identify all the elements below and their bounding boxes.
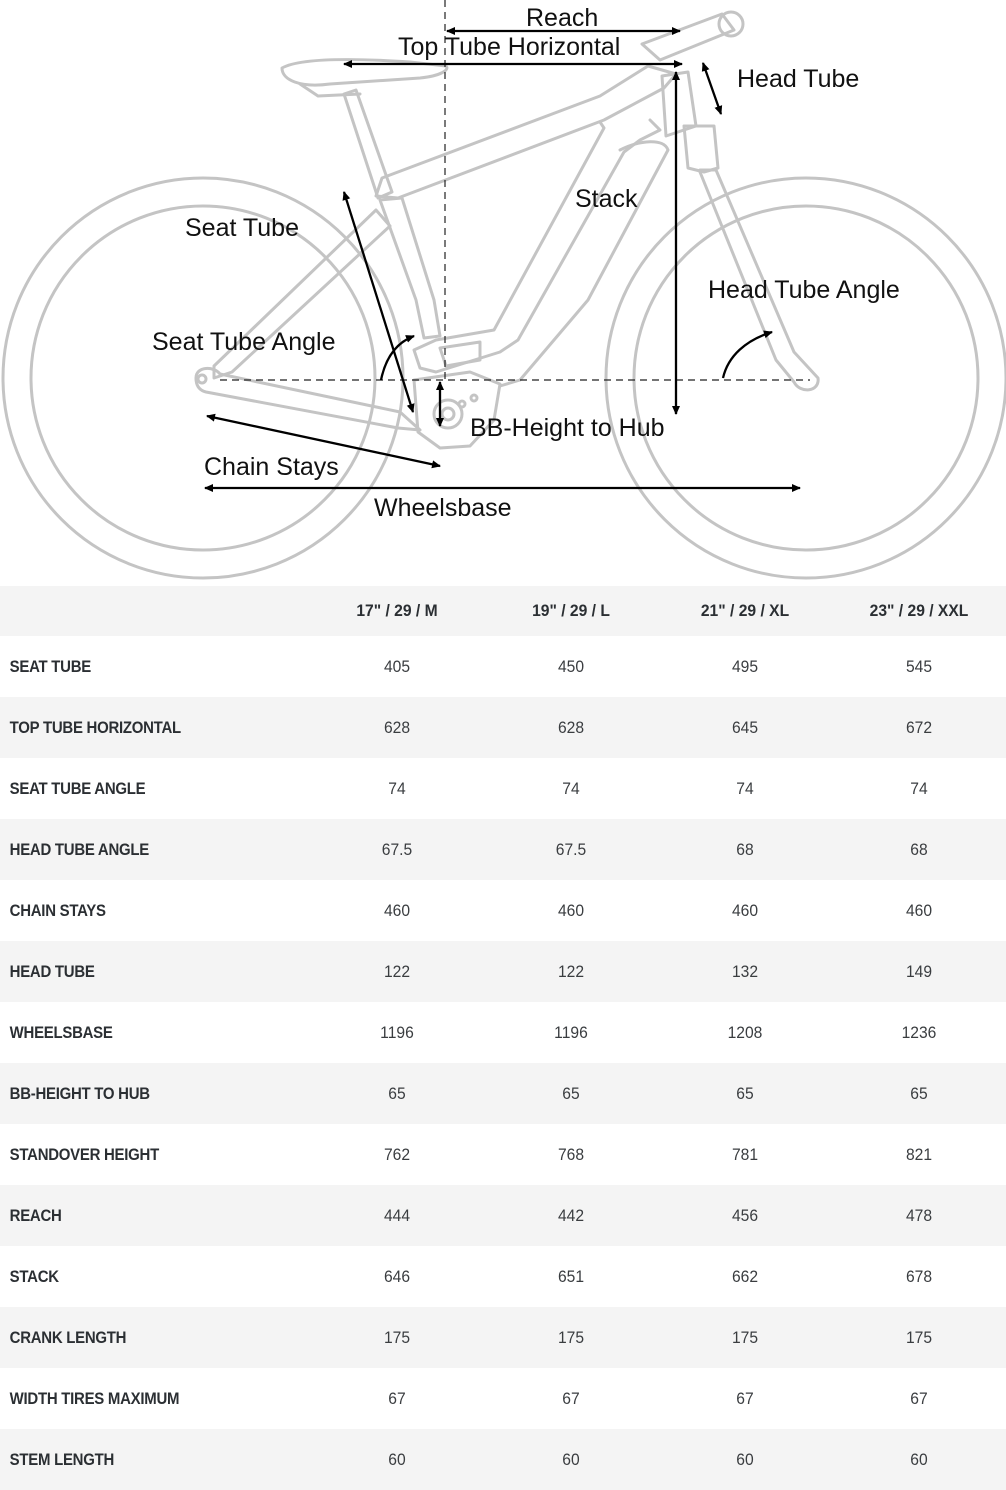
seat-tube-label: Seat Tube bbox=[185, 214, 299, 242]
table-cell: 74 bbox=[562, 778, 580, 798]
table-cell: 175 bbox=[557, 1327, 585, 1347]
table-cell: 67.5 bbox=[555, 839, 587, 859]
table-cell: 1196 bbox=[380, 1022, 414, 1042]
table-cell: 68 bbox=[736, 839, 754, 859]
row-label: SEAT TUBE ANGLE bbox=[9, 778, 146, 798]
table-cell: 645 bbox=[731, 717, 759, 737]
table-cell: 450 bbox=[557, 656, 585, 676]
table-cell: 460 bbox=[731, 900, 759, 920]
table-cell: 781 bbox=[731, 1144, 759, 1164]
table-header-row bbox=[0, 586, 1006, 636]
table-row bbox=[0, 1307, 1006, 1368]
table-cell: 646 bbox=[383, 1266, 411, 1286]
table-cell: 74 bbox=[736, 778, 754, 798]
row-label: STANDOVER HEIGHT bbox=[9, 1144, 159, 1164]
table-cell: 460 bbox=[383, 900, 411, 920]
table-cell: 821 bbox=[905, 1144, 933, 1164]
table-cell: 132 bbox=[731, 961, 759, 981]
wheelsbase-label: Wheelsbase bbox=[374, 494, 512, 522]
table-cell: 175 bbox=[731, 1327, 759, 1347]
table-cell: 1196 bbox=[554, 1022, 588, 1042]
table-cell: 65 bbox=[388, 1083, 406, 1103]
head-tube-label: Head Tube bbox=[737, 65, 860, 93]
column-header-xl: 21" / 29 / XL bbox=[700, 601, 790, 620]
table-cell: 1236 bbox=[901, 1022, 937, 1042]
row-label: HEAD TUBE ANGLE bbox=[9, 839, 149, 859]
reach-label: Reach bbox=[526, 4, 599, 32]
table-cell: 60 bbox=[562, 1449, 580, 1469]
table-cell: 65 bbox=[910, 1083, 928, 1103]
table-cell: 60 bbox=[736, 1449, 754, 1469]
table-cell: 67 bbox=[562, 1388, 580, 1408]
table-row bbox=[0, 819, 1006, 880]
table-cell: 495 bbox=[731, 656, 759, 676]
table-cell: 67 bbox=[910, 1388, 928, 1408]
row-label: SEAT TUBE bbox=[9, 656, 91, 676]
bike-geometry-diagram bbox=[0, 0, 1006, 586]
table-cell: 65 bbox=[562, 1083, 580, 1103]
table-row bbox=[0, 1185, 1006, 1246]
table-row bbox=[0, 1124, 1006, 1185]
table-cell: 175 bbox=[905, 1327, 933, 1347]
table-cell: 149 bbox=[905, 961, 933, 981]
table-cell: 460 bbox=[905, 900, 933, 920]
table-cell: 662 bbox=[731, 1266, 759, 1286]
row-label: WHEELSBASE bbox=[9, 1022, 113, 1042]
table-row bbox=[0, 1002, 1006, 1063]
table-cell: 65 bbox=[736, 1083, 754, 1103]
table-cell: 456 bbox=[731, 1205, 759, 1225]
table-cell: 68 bbox=[910, 839, 928, 859]
row-label: BB-HEIGHT TO HUB bbox=[9, 1083, 150, 1103]
table-cell: 60 bbox=[910, 1449, 928, 1469]
table-cell: 628 bbox=[557, 717, 585, 737]
row-label: CRANK LENGTH bbox=[9, 1327, 127, 1347]
column-header-l: 19" / 29 / L bbox=[532, 601, 610, 620]
table-row bbox=[0, 1429, 1006, 1490]
table-cell: 478 bbox=[905, 1205, 933, 1225]
bb-height-to-hub-label: BB-Height to Hub bbox=[470, 414, 665, 442]
table-cell: 74 bbox=[910, 778, 928, 798]
table-cell: 122 bbox=[557, 961, 585, 981]
row-label: CHAIN STAYS bbox=[9, 900, 106, 920]
seat-tube-angle-label: Seat Tube Angle bbox=[152, 328, 336, 356]
table-cell: 672 bbox=[905, 717, 933, 737]
table-cell: 762 bbox=[383, 1144, 411, 1164]
table-row bbox=[0, 758, 1006, 819]
top-tube-horizontal-label: Top Tube Horizontal bbox=[398, 33, 621, 61]
row-label: REACH bbox=[9, 1205, 62, 1225]
table-cell: 678 bbox=[905, 1266, 933, 1286]
chain-stays-label: Chain Stays bbox=[204, 453, 339, 481]
column-header-xxl: 23" / 29 / XXL bbox=[869, 601, 969, 620]
head-tube-angle-label: Head Tube Angle bbox=[708, 276, 900, 304]
table-cell: 67 bbox=[736, 1388, 754, 1408]
geometry-table bbox=[0, 586, 1006, 1490]
front-wheel bbox=[606, 178, 1006, 578]
table-row bbox=[0, 1063, 1006, 1124]
table-cell: 175 bbox=[383, 1327, 411, 1347]
table-cell: 651 bbox=[557, 1266, 585, 1286]
seat-tube-arrow bbox=[344, 192, 413, 412]
table-cell: 405 bbox=[383, 656, 411, 676]
column-header-m: 17" / 29 / M bbox=[356, 601, 438, 620]
table-cell: 768 bbox=[557, 1144, 585, 1164]
table-cell: 60 bbox=[388, 1449, 406, 1469]
row-label: WIDTH TIRES MAXIMUM bbox=[9, 1388, 180, 1408]
table-cell: 444 bbox=[383, 1205, 411, 1225]
row-label: STACK bbox=[9, 1266, 59, 1286]
table-cell: 67 bbox=[388, 1388, 406, 1408]
head-tube-angle-arrow bbox=[723, 332, 772, 378]
table-cell: 67.5 bbox=[381, 839, 413, 859]
head-tube-arrow bbox=[703, 63, 721, 114]
table-cell: 460 bbox=[557, 900, 585, 920]
bike-geometry-svg bbox=[0, 0, 1006, 586]
stack-label: Stack bbox=[575, 185, 638, 213]
table-cell: 122 bbox=[383, 961, 411, 981]
table-cell: 545 bbox=[905, 656, 933, 676]
row-label: STEM LENGTH bbox=[9, 1449, 114, 1469]
row-label: HEAD TUBE bbox=[9, 961, 95, 981]
table-cell: 1208 bbox=[727, 1022, 763, 1042]
seat-tube-angle-arrow bbox=[381, 336, 414, 380]
row-label: TOP TUBE HORIZONTAL bbox=[9, 717, 181, 737]
table-cell: 442 bbox=[557, 1205, 585, 1225]
table-cell: 74 bbox=[388, 778, 406, 798]
table-row bbox=[0, 636, 1006, 697]
table-row bbox=[0, 1246, 1006, 1307]
table-cell: 628 bbox=[383, 717, 411, 737]
table-body bbox=[0, 636, 1006, 1490]
table-row bbox=[0, 941, 1006, 1002]
table-row bbox=[0, 880, 1006, 941]
table-row bbox=[0, 697, 1006, 758]
table-row bbox=[0, 1368, 1006, 1429]
